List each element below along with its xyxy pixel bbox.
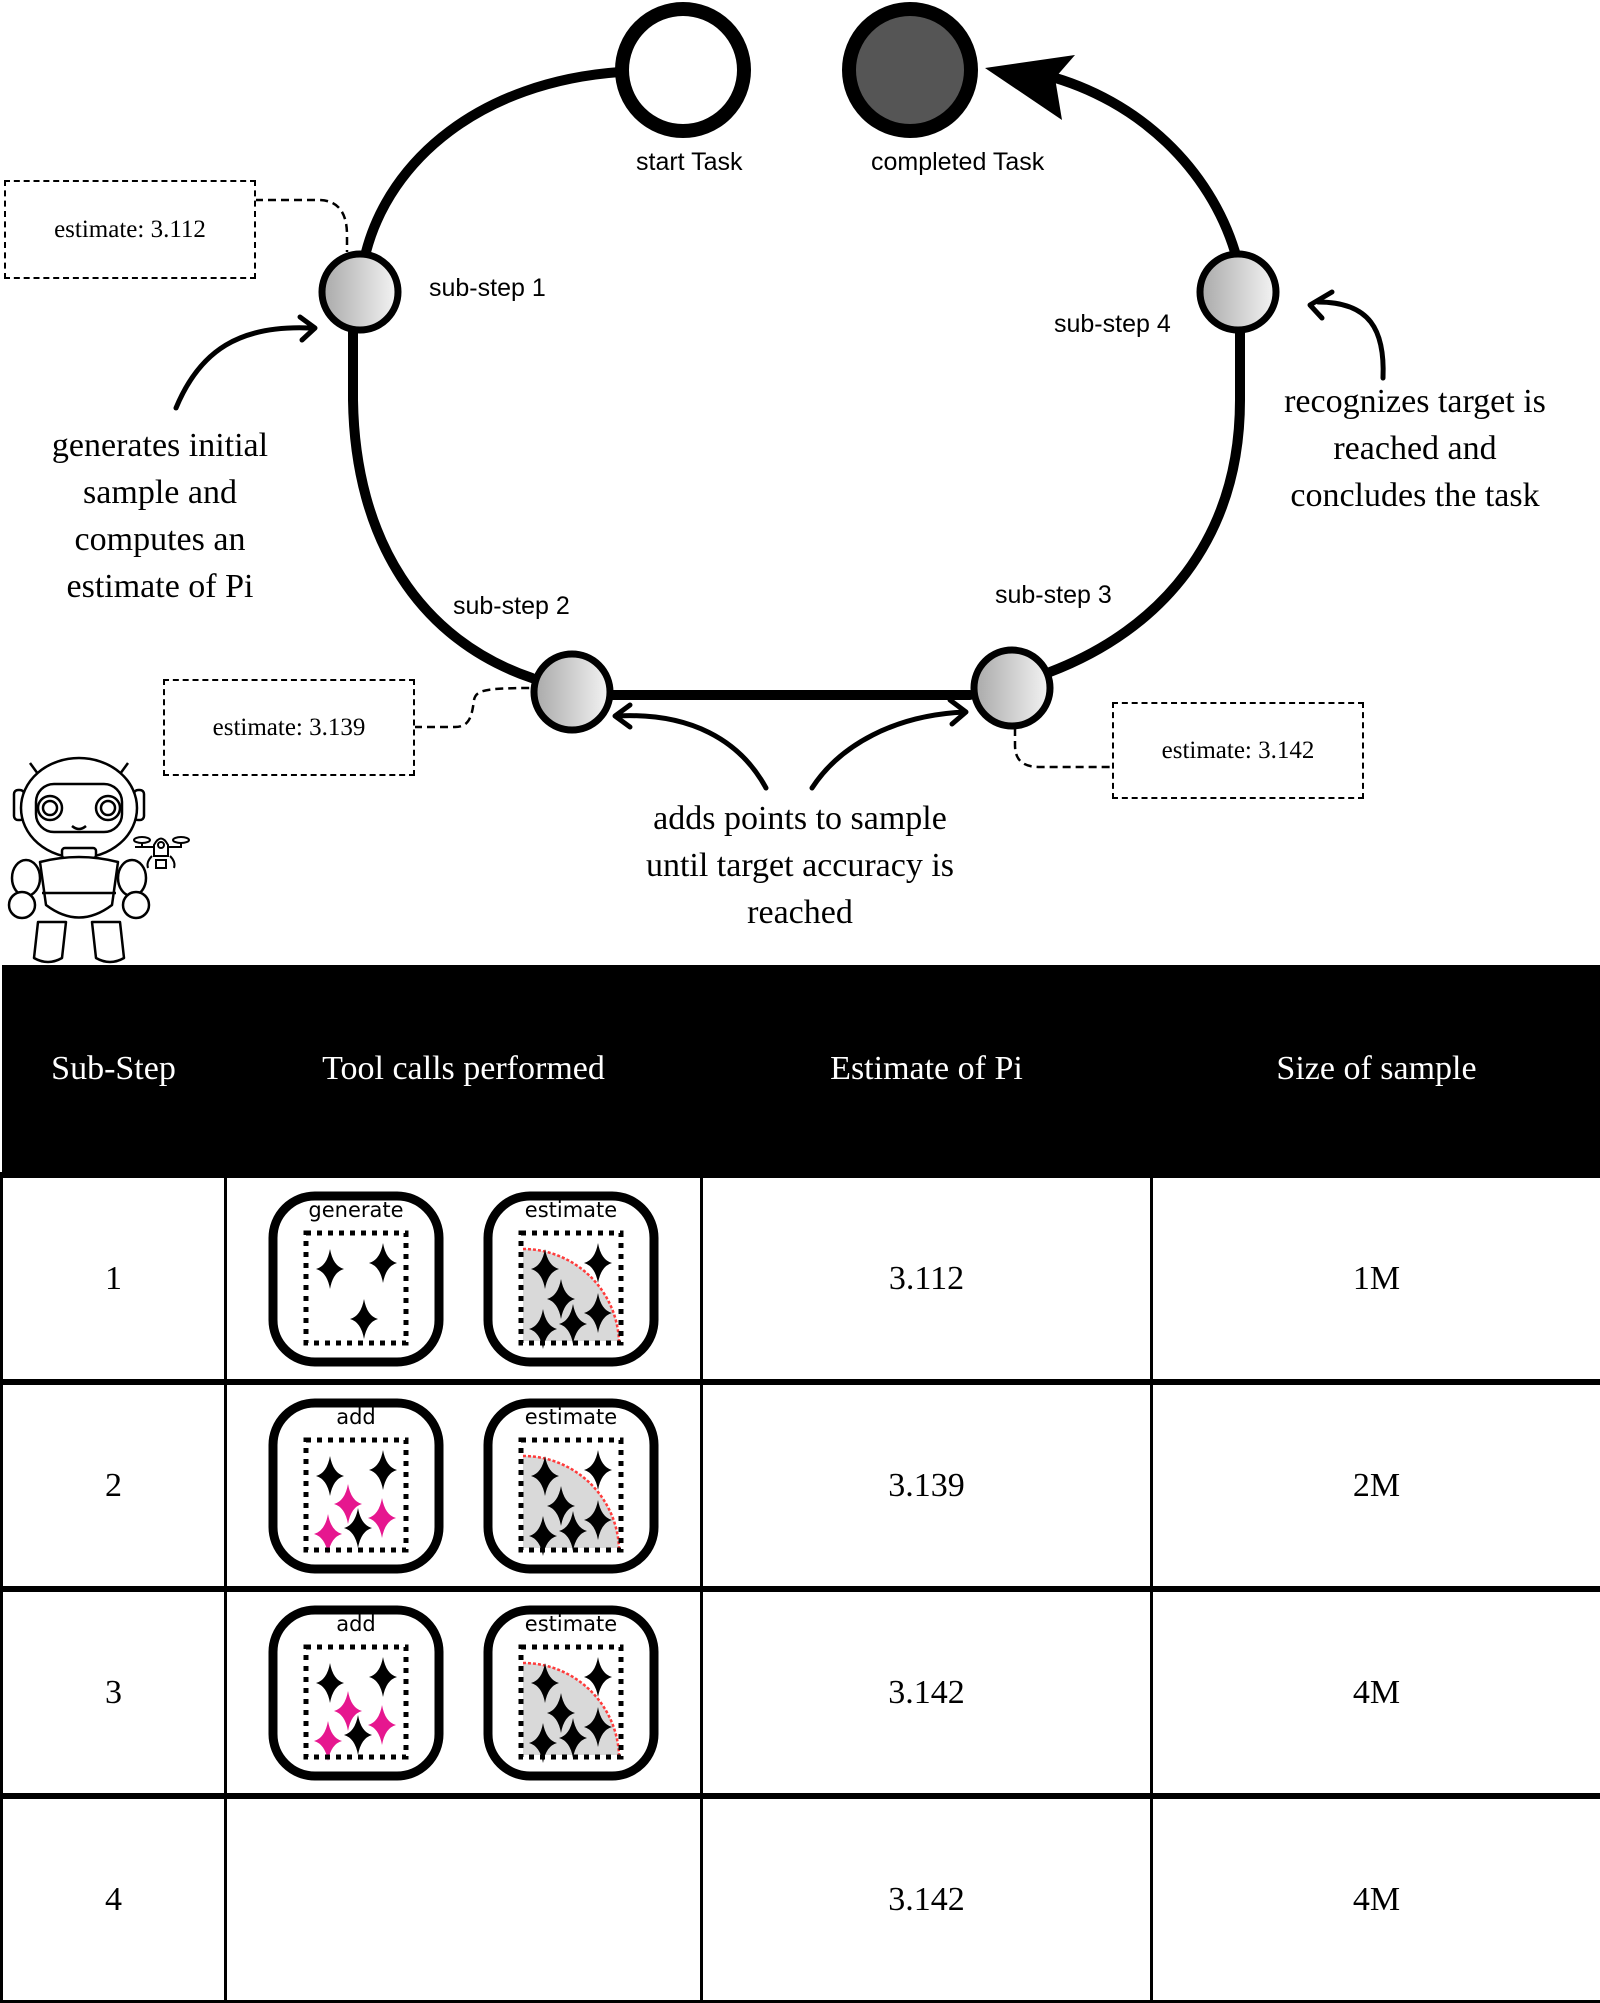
cell-substep: 2 [2, 1382, 226, 1589]
tool-call-list [228, 1398, 699, 1574]
tool-label: add [336, 1405, 376, 1429]
cell-estimate: 3.142 [702, 1796, 1152, 2002]
arrow-bottom-left [616, 716, 766, 788]
estimate-1-connector [255, 200, 347, 252]
tool-label: estimate [525, 1198, 617, 1222]
robot-icon [9, 758, 149, 962]
substep-1-node [322, 254, 398, 330]
cell-substep: 1 [2, 1175, 226, 1382]
cell-sample-size: 4M [1152, 1796, 1600, 2002]
start-node-label: start Task [636, 148, 743, 177]
estimate-box-2: estimate: 3.139 [163, 679, 415, 776]
header-sample-size: Size of sample [1152, 965, 1600, 1175]
tool-label: estimate [525, 1612, 617, 1636]
task-loop-diagram [0, 0, 1600, 965]
arrow-bottom-right [812, 712, 965, 788]
cell-substep: 4 [2, 1796, 226, 2002]
table-row [2, 1382, 1600, 1589]
generate-tool-icon [268, 1191, 444, 1367]
arrow-left-annotation [176, 328, 310, 408]
substep-1-label: sub-step 1 [429, 274, 546, 303]
estimate-box-1: estimate: 3.112 [4, 180, 256, 279]
tool-call-list [228, 1191, 699, 1367]
cell-tool-calls [226, 1175, 702, 1382]
table-row [2, 1175, 1600, 1382]
substep-3-label: sub-step 3 [995, 581, 1112, 610]
estimate-tool-icon [483, 1605, 659, 1781]
cell-estimate: 3.142 [702, 1589, 1152, 1796]
tool-label: generate [308, 1198, 403, 1222]
cell-tool-calls [226, 1589, 702, 1796]
table-row [2, 1589, 1600, 1796]
annotation-add-points: adds points to sample until target accuracy is reached [600, 795, 1000, 936]
estimate-3-connector [1015, 728, 1112, 767]
completed-node-label: completed Task [871, 148, 1044, 177]
cell-sample-size: 4M [1152, 1589, 1600, 1796]
tool-call-list [228, 1605, 699, 1781]
cell-substep: 3 [2, 1589, 226, 1796]
tool-label: add [336, 1612, 376, 1636]
header-estimate: Estimate of Pi [702, 965, 1152, 1175]
add-points-tool-icon [268, 1398, 444, 1574]
arrow-right-annotation [1318, 302, 1383, 378]
completed-node [849, 9, 971, 131]
cell-estimate: 3.112 [702, 1175, 1152, 1382]
annotation-generate: generates initial sample and computes an estimate of Pi [20, 422, 300, 610]
arrowhead-completed [985, 55, 1075, 120]
start-node [622, 9, 744, 131]
substep-4-node [1200, 254, 1276, 330]
estimate-box-3: estimate: 3.142 [1112, 702, 1364, 799]
cell-tool-calls [226, 1796, 702, 2002]
substep-4-label: sub-step 4 [1054, 310, 1171, 339]
cell-sample-size: 1M [1152, 1175, 1600, 1382]
cell-sample-size: 2M [1152, 1382, 1600, 1589]
tool-label: estimate [525, 1405, 617, 1429]
header-tool-calls: Tool calls performed [226, 965, 702, 1175]
estimate-tool-icon [483, 1398, 659, 1574]
substep-2-label: sub-step 2 [453, 592, 570, 621]
substeps-table [0, 965, 1600, 2003]
substep-3-node [974, 650, 1050, 726]
annotation-conclude: recognizes target is reached and concludes the task [1250, 378, 1580, 519]
estimate-2-connector [414, 688, 534, 727]
table-row [2, 1796, 1600, 2002]
drone-icon [134, 837, 189, 868]
estimate-tool-icon [483, 1191, 659, 1367]
cell-tool-calls [226, 1382, 702, 1589]
cell-estimate: 3.139 [702, 1382, 1152, 1589]
add-points-tool-icon [268, 1605, 444, 1781]
table-header-row [2, 965, 1600, 1175]
header-substep: Sub-Step [2, 965, 226, 1175]
substep-2-node [534, 654, 610, 730]
